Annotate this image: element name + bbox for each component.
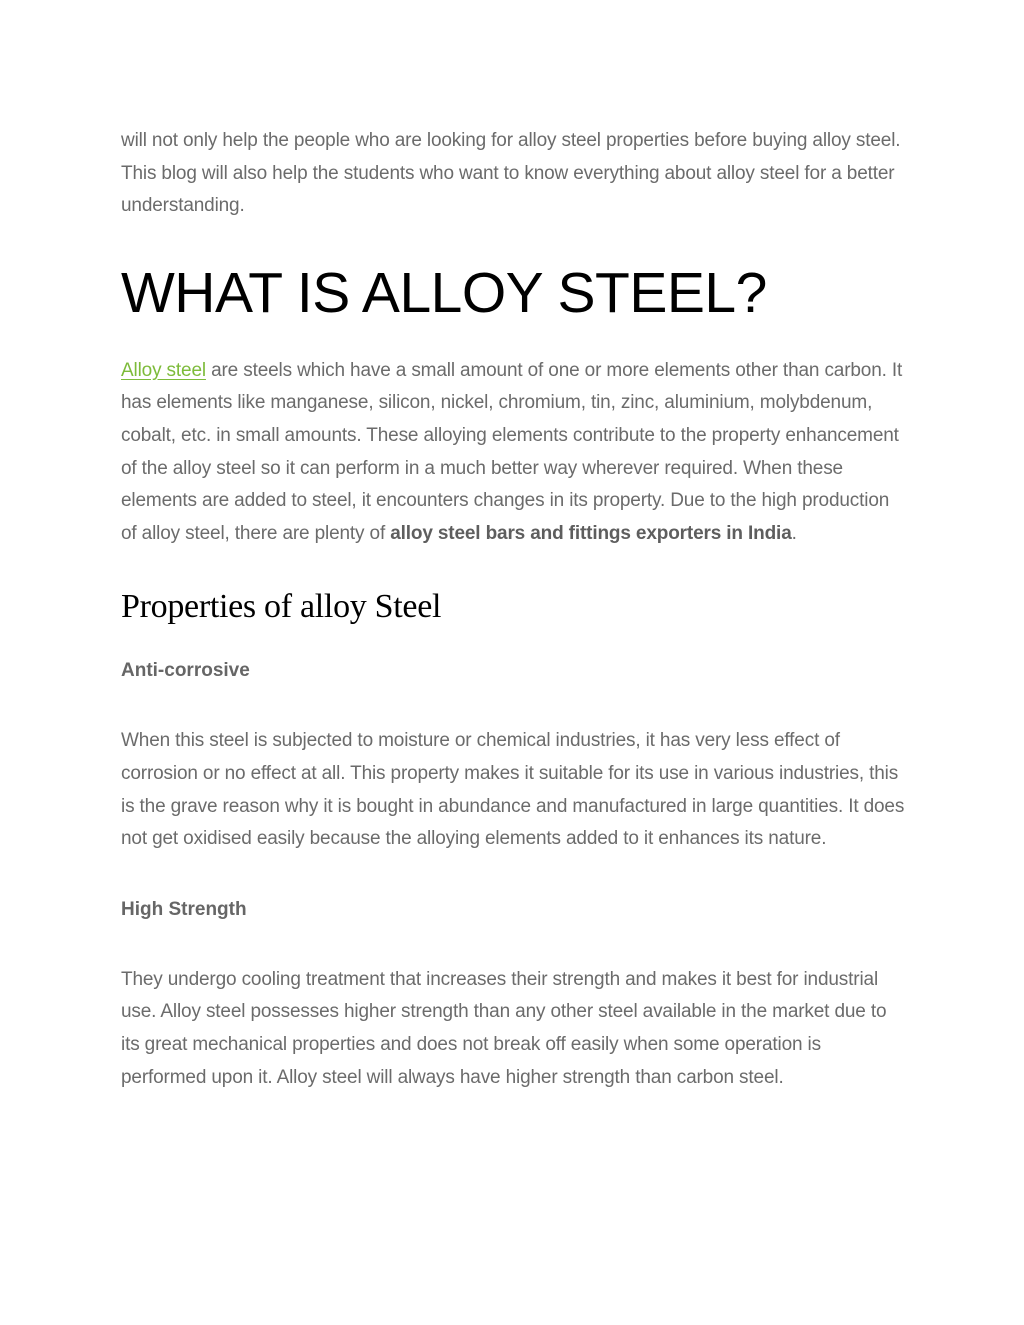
description-paragraph — [121, 355, 906, 551]
properties-heading: Properties of alloy Steel — [121, 588, 442, 626]
description-text: are steels which have a small amount of one or more elements other than carbon. It has elements like manganese, silicon, nickel, chromium, tin, zinc, aluminium, molybdenum, cobalt, etc. in small amounts. These alloying elements contribute to the property enhancement of the alloy steel so it can perform in a much better way wherever required. When these elements are added to steel, it encounters changes in its property. Due to the high production of alloy steel, there are plenty of — [121, 359, 903, 544]
document-page — [121, 125, 906, 1094]
property-title-high-strength: High Strength — [121, 898, 247, 920]
property-text-anti-corrosive: When this steel is subjected to moisture or chemical industries, it has very less effect of corrosion or no effect at all. This property makes it suitable for its use in various industries, this is the grave reason why it is bought in abundance and manufactured in large quantities. It does not get oxidised easily because the alloying elements added to it enhances its nature. — [121, 730, 905, 850]
exporters-bold-text: alloy steel bars and fittings exporters in India — [390, 522, 792, 544]
alloy-steel-link[interactable]: Alloy steel — [121, 359, 206, 381]
property-title-anti-corrosive: Anti-corrosive — [121, 660, 250, 682]
description-end: . — [791, 522, 797, 544]
main-heading: WHAT IS ALLOY STEEL? — [121, 260, 767, 325]
intro-paragraph: will not only help the people who are looking for alloy steel properties before buying alloy steel. This blog will also help the students who want to know everything about alloy steel for a better understanding. — [121, 130, 901, 217]
property-text-high-strength: They undergo cooling treatment that increases their strength and makes it best for industrial use. Alloy steel possesses higher strength than any other steel available in the market due to its great mechanical properties and does not break off easily when some operation is performed upon it. Alloy steel will always have higher strength than carbon steel. — [121, 968, 887, 1088]
